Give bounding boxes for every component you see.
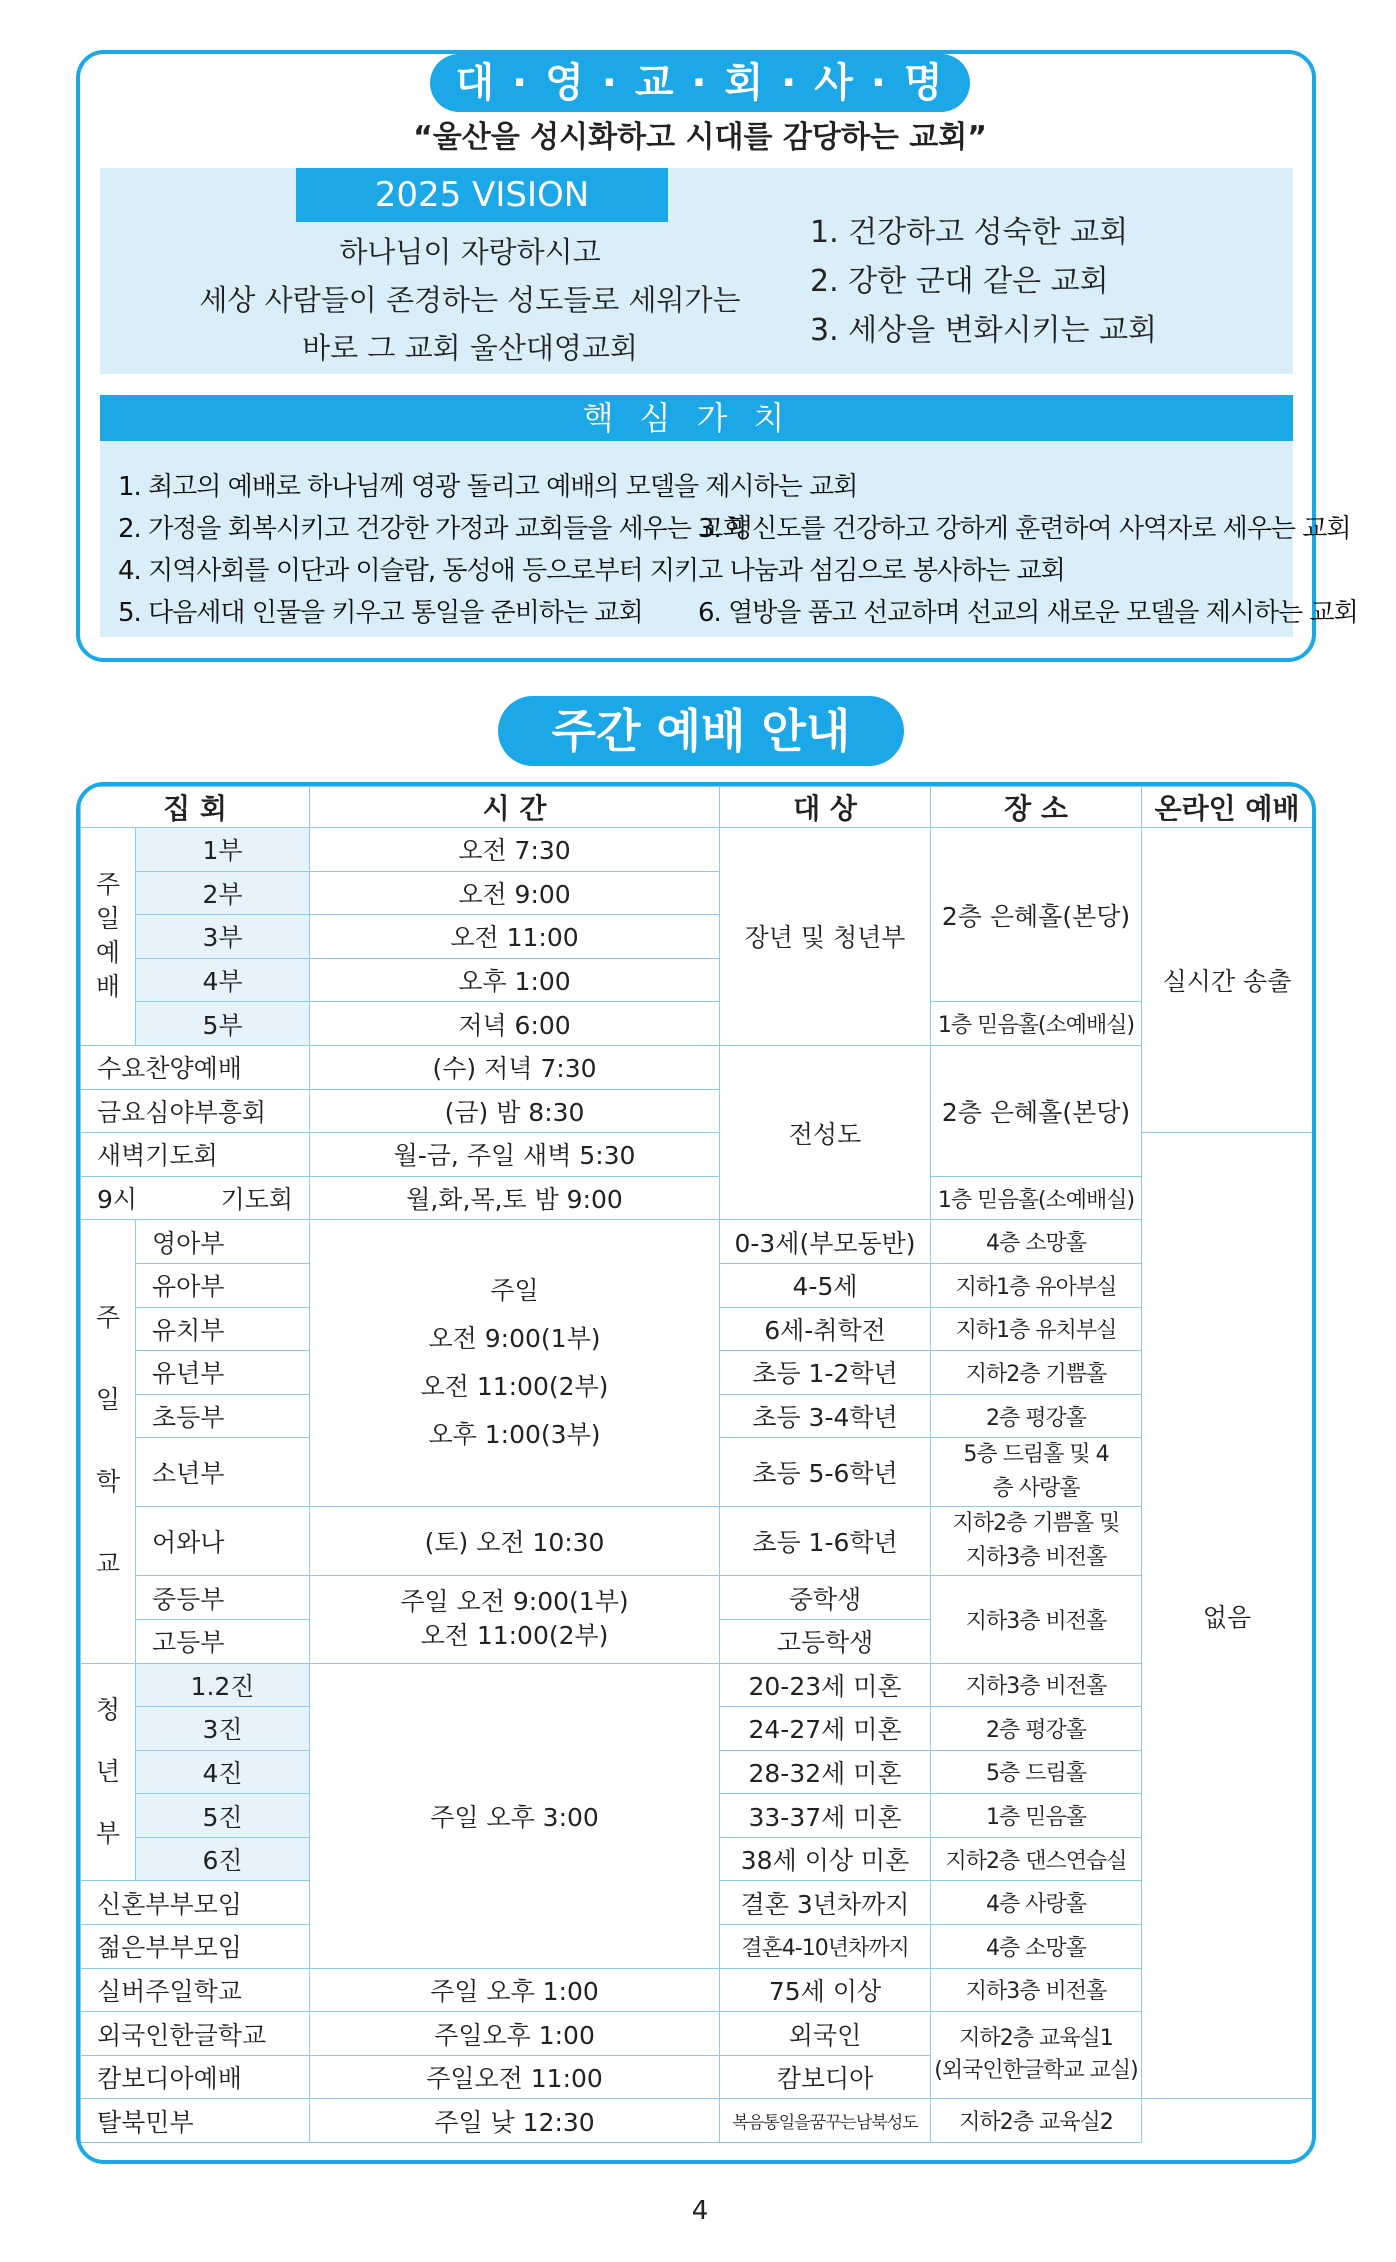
other-time: 주일오전 11:00 <box>310 2055 720 2099</box>
school-target: 초등 1-2학년 <box>720 1351 931 1395</box>
header-target: 대 상 <box>720 787 931 828</box>
weekday-time: (수) 저녁 7:30 <box>310 1045 720 1089</box>
awana-place: 지하2층 기쁨홀 및 지하3층 비전홀 <box>931 1507 1142 1576</box>
school-target: 6세-취학전 <box>720 1307 931 1351</box>
other-target: 75세 이상 <box>720 1968 931 2012</box>
school-dept <box>136 1576 310 1620</box>
school-dept <box>136 1394 310 1438</box>
weekday-name-text: 수요찬양예배 <box>97 1054 242 1084</box>
school-dept-text: 중등부 <box>152 1584 225 1614</box>
sunday-time: 오전 9:00 <box>310 871 720 915</box>
shared-place-line: (외국인한글학교 교실) <box>934 2058 1138 2084</box>
table-row <box>81 1045 1313 1089</box>
worship-table-container <box>80 786 1312 2160</box>
shared-place <box>931 2012 1142 2099</box>
header-online: 온라인 예배 <box>1142 787 1312 828</box>
school-place: 5층 드림홀 및 4층 사랑홀 <box>931 1438 1142 1507</box>
weekday-name-text: 새벽기도회 <box>97 1141 218 1171</box>
header-time: 시 간 <box>310 787 720 828</box>
young-place: 지하2층 댄스연습실 <box>931 1837 1142 1881</box>
young-place: 지하3층 비전홀 <box>931 1663 1142 1707</box>
awana-dept <box>136 1507 310 1576</box>
youth-school-time-line: 주일 오전 9:00(1부) <box>400 1587 629 1617</box>
couples-name <box>81 1881 310 1925</box>
vision-statement <box>170 228 770 372</box>
core-value: 6. 열방을 품고 선교하며 선교의 새로운 모델을 제시하는 교회 <box>698 598 1358 628</box>
school-time <box>310 1220 720 1507</box>
table-row <box>81 1663 1313 1707</box>
core-value: 3. 평신도를 건강하고 강하게 훈련하여 사역자로 세우는 교회 <box>698 514 1351 544</box>
school-group-text: 주일학교 <box>95 1303 121 1579</box>
school-place: 지하1층 유아부실 <box>931 1263 1142 1307</box>
young-dept: 6진 <box>136 1837 310 1881</box>
table-row <box>81 828 1313 872</box>
other-name-text: 캄보디아예배 <box>97 2064 242 2094</box>
school-dept-text: 유년부 <box>152 1359 225 1389</box>
sunday-part: 3부 <box>136 915 310 959</box>
other-target: 외국인 <box>720 2012 931 2056</box>
sunday-part: 1부 <box>136 828 310 872</box>
sunday-place-5: 1층 믿음홀(소예배실) <box>931 1002 1142 1046</box>
school-dept <box>136 1307 310 1351</box>
school-time-line: 오전 11:00(2부) <box>420 1372 609 1402</box>
sunday-part: 2부 <box>136 871 310 915</box>
table-header-row <box>81 787 1313 828</box>
vision-statement-line: 세상 사람들이 존경하는 성도들로 세워가는 <box>199 283 741 317</box>
core-value: 5. 다음세대 인물을 키우고 통일을 준비하는 교회 <box>118 598 643 628</box>
couples-place: 4층 소망홀 <box>931 1925 1142 1969</box>
youth-school-time-line: 오전 11:00(2부) <box>420 1621 609 1651</box>
school-dept-text: 유치부 <box>152 1315 225 1345</box>
awana-dept-text: 어와나 <box>152 1528 225 1558</box>
weekday-place-main: 2층 은혜홀(본당) <box>931 1045 1142 1176</box>
mission-motto: “울산을 성시화하고 시대를 감당하는 교회” <box>413 120 987 155</box>
online-none: 없음 <box>1142 1133 1312 2099</box>
school-target: 초등 3-4학년 <box>720 1394 931 1438</box>
header-place: 장 소 <box>931 787 1142 828</box>
other-name <box>81 1968 310 2012</box>
vision-goal: 3. 세상을 변화시키는 교회 <box>810 313 1158 348</box>
school-dept-text: 초등부 <box>152 1403 225 1433</box>
other-name-text: 외국인한글학교 <box>97 2020 267 2050</box>
young-dept: 3진 <box>136 1707 310 1751</box>
young-target: 20-23세 미혼 <box>720 1663 931 1707</box>
school-group-label <box>81 1220 136 1663</box>
vision-tag: 2025 VISION <box>296 168 668 222</box>
other-target: 캄보디아 <box>720 2055 931 2099</box>
core-value: 2. 가정을 회복시키고 건강한 가정과 교회들을 세우는 교회 <box>118 514 747 544</box>
couples-target: 결혼 3년차까지 <box>720 1881 931 1925</box>
vision-statement-line: 하나님이 자랑하시고 <box>339 235 601 269</box>
table-row <box>81 2012 1313 2056</box>
youth-school-place: 지하3층 비전홀 <box>931 1576 1142 1663</box>
header-meeting: 집 회 <box>81 787 310 828</box>
other-target: 복음통일을꿈꾸는남북성도 <box>720 2099 931 2143</box>
school-target: 중학생 <box>720 1576 931 1620</box>
core-value: 1. 최고의 예배로 하나님께 영광 돌리고 예배의 모델을 제시하는 교회 <box>118 472 858 502</box>
awana-time: (토) 오전 10:30 <box>310 1507 720 1576</box>
young-group-label <box>81 1663 136 1881</box>
core-values-title: 핵심가치 <box>582 399 811 437</box>
young-group-text: 청년부 <box>95 1694 121 1848</box>
school-dept-text: 소년부 <box>152 1459 225 1489</box>
weekday-time: (금) 밤 8:30 <box>310 1089 720 1133</box>
young-place: 2층 평강홀 <box>931 1707 1142 1751</box>
school-dept <box>136 1263 310 1307</box>
youth-school-time <box>310 1576 720 1663</box>
other-name <box>81 2055 310 2099</box>
school-dept <box>136 1220 310 1264</box>
sunday-group-label <box>81 828 136 1046</box>
young-dept: 1.2진 <box>136 1663 310 1707</box>
other-name-text: 실버주일학교 <box>97 1976 242 2006</box>
school-dept <box>136 1438 310 1507</box>
mission-title: 대 · 영 · 교 · 회 · 사 · 명 <box>430 54 970 112</box>
school-dept-text: 영아부 <box>152 1228 225 1258</box>
sunday-part: 5부 <box>136 1002 310 1046</box>
weekday-name <box>81 1089 310 1133</box>
other-name <box>81 2099 310 2143</box>
school-dept-text: 유아부 <box>152 1272 225 1302</box>
couples-target: 결혼4-10년차까지 <box>720 1925 931 1969</box>
other-place: 지하2층 교육실2 <box>931 2099 1142 2143</box>
table-row <box>81 1002 1313 1046</box>
other-place: 지하3층 비전홀 <box>931 1968 1142 2012</box>
weekday-name <box>81 1176 310 1220</box>
young-time: 주일 오후 3:00 <box>310 1663 720 1968</box>
table-row <box>81 1576 1313 1620</box>
vision-goal: 2. 강한 군대 같은 교회 <box>810 264 1109 299</box>
school-time-line: 주일 <box>490 1276 539 1306</box>
sunday-part: 4부 <box>136 958 310 1002</box>
weekday-target: 전성도 <box>720 1045 931 1219</box>
couples-name-text: 젊은부부모임 <box>97 1933 242 1963</box>
page-number: 4 <box>691 2196 709 2226</box>
weekday-time: 월,화,목,토 밤 9:00 <box>310 1176 720 1220</box>
school-place: 지하2층 기쁨홀 <box>931 1351 1142 1395</box>
shared-place-line: 지하2층 교육실1 <box>959 2026 1113 2052</box>
young-target: 28-32세 미혼 <box>720 1750 931 1794</box>
online-live: 실시간 송출 <box>1142 828 1312 1133</box>
other-time: 주일오후 1:00 <box>310 2012 720 2056</box>
table-row <box>81 1968 1313 2012</box>
young-target: 33-37세 미혼 <box>720 1794 931 1838</box>
other-time: 주일 오후 1:00 <box>310 1968 720 2012</box>
weekday-name-text: 9시 기도회 <box>97 1185 294 1215</box>
couples-name-text: 신혼부부모임 <box>97 1889 242 1919</box>
other-time: 주일 낮 12:30 <box>310 2099 720 2143</box>
weekday-name <box>81 1133 310 1177</box>
sunday-group-text: 주일예배 <box>95 870 121 1002</box>
weekday-time: 월-금, 주일 새벽 5:30 <box>310 1133 720 1177</box>
sunday-target: 장년 및 청년부 <box>720 828 931 1046</box>
school-dept <box>136 1351 310 1395</box>
school-target: 초등 5-6학년 <box>720 1438 931 1507</box>
sunday-time: 오후 1:00 <box>310 958 720 1002</box>
school-target: 0-3세(부모동반) <box>720 1220 931 1264</box>
vision-statement-line: 바로 그 교회 울산대영교회 <box>302 331 638 365</box>
young-target: 24-27세 미혼 <box>720 1707 931 1751</box>
table-row <box>81 2099 1313 2143</box>
sunday-time: 오전 7:30 <box>310 828 720 872</box>
awana-target: 초등 1-6학년 <box>720 1507 931 1576</box>
sunday-time: 저녁 6:00 <box>310 1002 720 1046</box>
school-time-line: 오후 1:00(3부) <box>428 1420 601 1450</box>
worship-schedule-table <box>80 786 1312 2143</box>
weekday-name <box>81 1045 310 1089</box>
young-place: 5층 드림홀 <box>931 1750 1142 1794</box>
worship-title: 주간 예배 안내 <box>498 696 904 766</box>
core-value: 4. 지역사회를 이단과 이슬람, 동성애 등으로부터 지키고 나눔과 섬김으로 봉사하는 교회 <box>118 556 1065 586</box>
vision-goals <box>810 208 1157 355</box>
young-place: 1층 믿음홀 <box>931 1794 1142 1838</box>
table-row <box>81 1220 1313 1264</box>
other-name-text: 탈북민부 <box>97 2107 194 2137</box>
weekday-place-last: 1층 믿음홀(소예배실) <box>931 1176 1142 1220</box>
sunday-place-main: 2층 은혜홀(본당) <box>931 828 1142 1002</box>
young-target: 38세 이상 미혼 <box>720 1837 931 1881</box>
school-place: 2층 평강홀 <box>931 1394 1142 1438</box>
school-time-line: 오전 9:00(1부) <box>428 1324 601 1354</box>
young-dept: 4진 <box>136 1750 310 1794</box>
sunday-time: 오전 11:00 <box>310 915 720 959</box>
school-dept <box>136 1619 310 1663</box>
couples-place: 4층 사랑홀 <box>931 1881 1142 1925</box>
school-dept-text: 고등부 <box>152 1628 225 1658</box>
core-values-header <box>100 395 1293 441</box>
young-dept: 5진 <box>136 1794 310 1838</box>
school-target: 고등학생 <box>720 1619 931 1663</box>
school-target: 4-5세 <box>720 1263 931 1307</box>
table-row <box>81 1176 1313 1220</box>
weekday-name-text: 금요심야부흥회 <box>97 1097 267 1127</box>
school-place: 4층 소망홀 <box>931 1220 1142 1264</box>
other-name <box>81 2012 310 2056</box>
vision-goal: 1. 건강하고 성숙한 교회 <box>810 215 1129 250</box>
couples-name <box>81 1925 310 1969</box>
school-place: 지하1층 유치부실 <box>931 1307 1142 1351</box>
